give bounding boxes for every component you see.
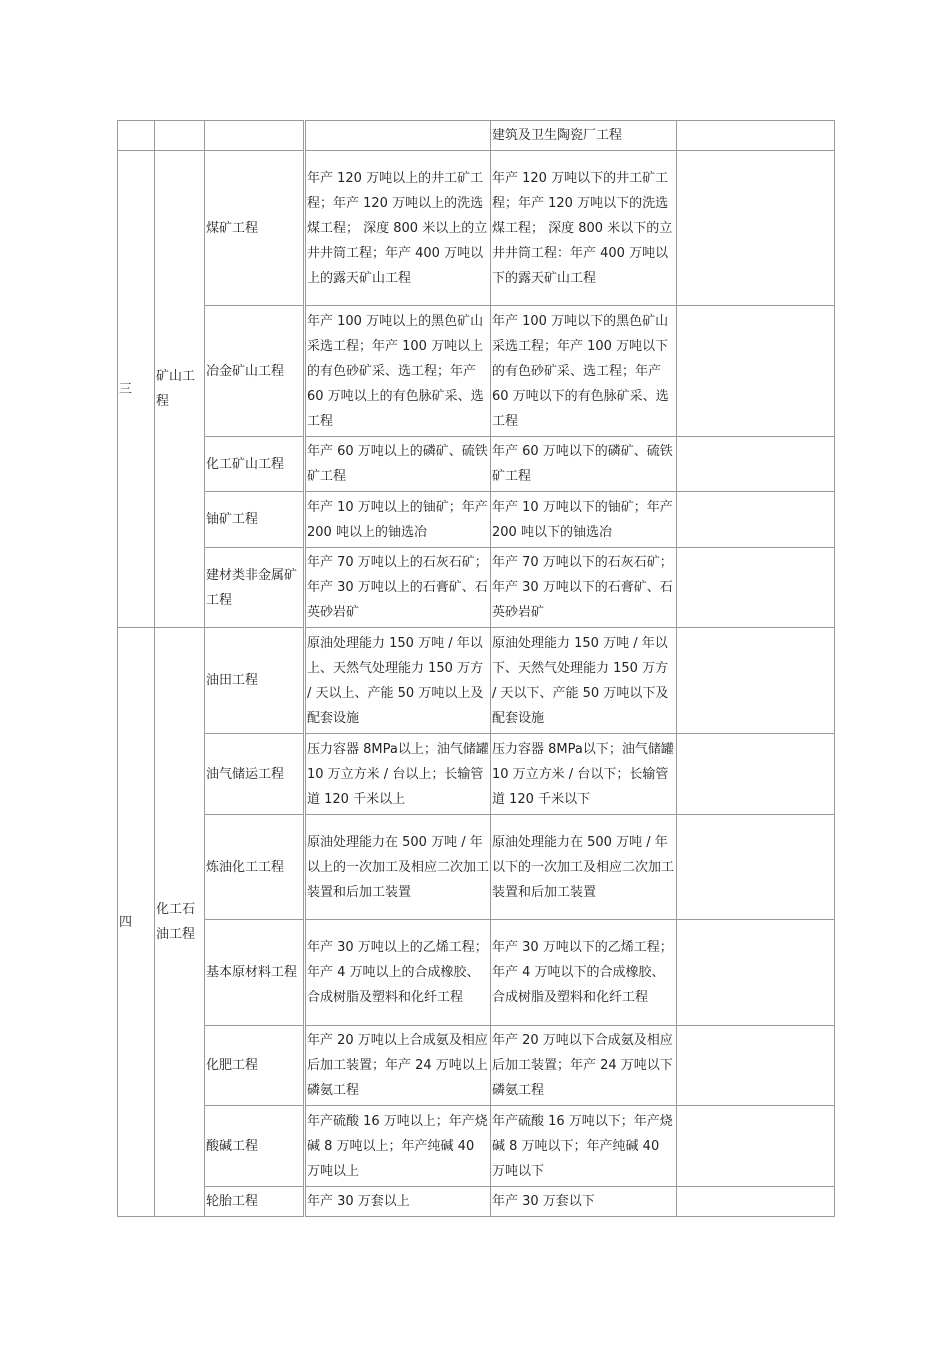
project-name: 酸碱工程 [205, 1106, 305, 1187]
project-name: 基本原材料工程 [205, 920, 305, 1026]
project-name: 化工矿山工程 [205, 437, 305, 492]
empty-cell [677, 437, 835, 492]
table-row [118, 492, 835, 548]
table-row [118, 1106, 835, 1187]
section-number: 四 [118, 628, 155, 1217]
empty-cell [677, 492, 835, 548]
medium-scale-criteria: 年产 120 万吨以下的井工矿工程；年产 120 万吨以下的洗选煤工程； 深度 800 米以下的立井井筒工程：年产 400 万吨以下的露天矿山工程 [491, 151, 677, 306]
empty-cell [677, 1187, 835, 1217]
empty-cell [677, 151, 835, 306]
project-name: 冶金矿山工程 [205, 306, 305, 437]
project-name: 炼油化工工程 [205, 815, 305, 920]
large-scale-criteria: 年产 100 万吨以上的黑色矿山采选工程；年产 100 万吨以上的有色砂矿采、选工程；年产 60 万吨以上的有色脉矿采、选工程 [305, 306, 491, 437]
empty-cell [677, 1026, 835, 1106]
medium-scale-criteria: 年产 10 万吨以下的铀矿；年产 200 吨以下的铀选冶 [491, 492, 677, 548]
empty-cell [677, 1106, 835, 1187]
empty-cell [155, 121, 205, 151]
large-scale-criteria: 年产 10 万吨以上的铀矿；年产 200 吨以上的铀选冶 [305, 492, 491, 548]
large-scale-criteria: 年产 120 万吨以上的井工矿工程；年产 120 万吨以上的洗选煤工程； 深度 800 米以上的立井井筒工程；年产 400 万吨以上的露天矿山工程 [305, 151, 491, 306]
empty-cell [305, 121, 491, 151]
top-row-text: 建筑及卫生陶瓷厂工程 [491, 121, 677, 151]
large-scale-criteria: 年产 30 万吨以上的乙烯工程；年产 4 万吨以上的合成橡胶、合成树脂及塑料和化纤工程 [305, 920, 491, 1026]
medium-scale-criteria: 年产 100 万吨以下的黑色矿山采选工程；年产 100 万吨以下的有色砂矿采、选工程；年产 60 万吨以下的有色脉矿采、选工程 [491, 306, 677, 437]
large-scale-criteria: 年产 20 万吨以上合成氨及相应后加工装置；年产 24 万吨以上磷氨工程 [305, 1026, 491, 1106]
medium-scale-criteria: 年产硫酸 16 万吨以下；年产烧碱 8 万吨以下；年产纯碱 40 万吨以下 [491, 1106, 677, 1187]
empty-cell [677, 815, 835, 920]
table-row [118, 151, 835, 306]
qualification-table [117, 120, 835, 1217]
table-row [118, 1187, 835, 1217]
large-scale-criteria: 原油处理能力在 500 万吨 / 年以上的一次加工及相应二次加工装置和后加工装置 [305, 815, 491, 920]
medium-scale-criteria: 年产 20 万吨以下合成氨及相应后加工装置；年产 24 万吨以下磷氨工程 [491, 1026, 677, 1106]
medium-scale-criteria: 压力容器 8MPa以下；油气储罐 10 万立方米 / 台以下；长输管道 120 千米以下 [491, 734, 677, 815]
large-scale-criteria: 原油处理能力 150 万吨 / 年以上、天然气处理能力 150 万方 / 天以上、产能 50 万吨以上及配套设施 [305, 628, 491, 734]
medium-scale-criteria: 原油处理能力 150 万吨 / 年以下、天然气处理能力 150 万方 / 天以下、产能 50 万吨以下及配套设施 [491, 628, 677, 734]
medium-scale-criteria: 原油处理能力在 500 万吨 / 年以下的一次加工及相应二次加工装置和后加工装置 [491, 815, 677, 920]
empty-cell [205, 121, 305, 151]
table-row [118, 734, 835, 815]
table-row [118, 815, 835, 920]
empty-cell [677, 121, 835, 151]
project-name: 轮胎工程 [205, 1187, 305, 1217]
empty-cell [677, 306, 835, 437]
section-category: 化工石油工程 [155, 628, 205, 1217]
project-name: 油气储运工程 [205, 734, 305, 815]
table-row [118, 306, 835, 437]
empty-cell [118, 121, 155, 151]
large-scale-criteria: 压力容器 8MPa以上；油气储罐 10 万立方米 / 台以上；长输管道 120 千米以上 [305, 734, 491, 815]
project-name: 化肥工程 [205, 1026, 305, 1106]
project-name: 建材类非金属矿工程 [205, 548, 305, 628]
section-number: 三 [118, 151, 155, 628]
project-name: 油田工程 [205, 628, 305, 734]
medium-scale-criteria: 年产 30 万吨以下的乙烯工程；年产 4 万吨以下的合成橡胶、合成树脂及塑料和化纤工程 [491, 920, 677, 1026]
project-name: 煤矿工程 [205, 151, 305, 306]
medium-scale-criteria: 年产 60 万吨以下的磷矿、硫铁矿工程 [491, 437, 677, 492]
medium-scale-criteria: 年产 30 万套以下 [491, 1187, 677, 1217]
large-scale-criteria: 年产硫酸 16 万吨以上；年产烧碱 8 万吨以上；年产纯碱 40 万吨以上 [305, 1106, 491, 1187]
table-row [118, 628, 835, 734]
empty-cell [677, 734, 835, 815]
section-category: 矿山工程 [155, 151, 205, 628]
empty-cell [677, 628, 835, 734]
project-name: 铀矿工程 [205, 492, 305, 548]
large-scale-criteria: 年产 70 万吨以上的石灰石矿；年产 30 万吨以上的石膏矿、石英砂岩矿 [305, 548, 491, 628]
large-scale-criteria: 年产 30 万套以上 [305, 1187, 491, 1217]
table-row [118, 121, 835, 151]
table-row [118, 920, 835, 1026]
large-scale-criteria: 年产 60 万吨以上的磷矿、硫铁矿工程 [305, 437, 491, 492]
medium-scale-criteria: 年产 70 万吨以下的石灰石矿；年产 30 万吨以下的石膏矿、石英砂岩矿 [491, 548, 677, 628]
empty-cell [677, 548, 835, 628]
table-row [118, 437, 835, 492]
table-row [118, 1026, 835, 1106]
table-row [118, 548, 835, 628]
empty-cell [677, 920, 835, 1026]
